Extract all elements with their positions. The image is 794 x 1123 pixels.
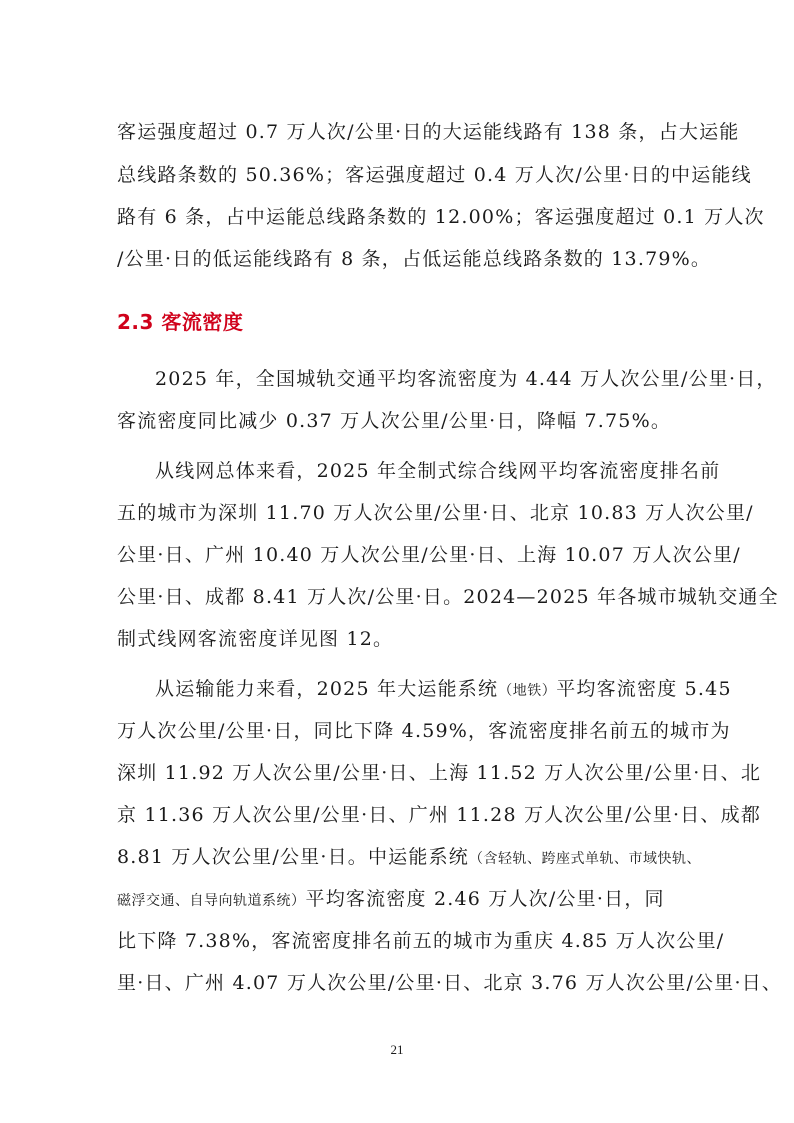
text-run-small: 磁浮交通、自导向轨道系统） (117, 893, 306, 909)
text-run: 从运输能力来看，2025 年大运能系统 (155, 678, 499, 700)
paragraph-line: 比下降 7.38%，客流密度排名前五的城市为重庆 4.85 万人次公里/ (117, 930, 725, 952)
text-run: 8.81 万人次公里/公里·日。中运能系统 (117, 846, 469, 868)
paragraph-line: 公里·日、广州 10.40 万人次公里/公里·日、上海 10.07 万人次公里/ (117, 544, 741, 566)
paragraph-line: 里·日、广州 4.07 万人次公里/公里·日、北京 3.76 万人次公里/公里·日、 (117, 972, 783, 994)
paragraph-line: 制式线网客流密度详见图 12。 (117, 628, 394, 650)
paragraph-line: 2025 年，全国城轨交通平均客流密度为 4.44 万人次公里/公里·日， (155, 368, 777, 390)
section-heading (117, 306, 243, 335)
paragraph-line: 万人次公里/公里·日，同比下降 4.59%，客流密度排名前五的城市为 (117, 720, 731, 742)
paragraph-line: 京 11.36 万人次公里/公里·日、广州 11.28 万人次公里/公里·日、成都 (117, 804, 762, 826)
paragraph-line: /公里·日的低运能线路有 8 条，占低运能总线路条数的 13.79%。 (117, 248, 712, 270)
paragraph-line: 客流密度同比减少 0.37 万人次公里/公里·日，降幅 7.75%。 (117, 410, 672, 432)
text-run-small: （含轻轨、跨座式单轨、市域快轨、 (469, 851, 701, 867)
paragraph-line: 总线路条数的 50.36%；客运强度超过 0.4 万人次/公里·日的中运能线 (117, 164, 752, 186)
paragraph-line (117, 845, 717, 871)
text-run: 平均客流密度 5.45 (556, 678, 732, 700)
section-number: 2.3 (117, 310, 154, 334)
paragraph-line: 从线网总体来看，2025 年全制式综合线网平均客流密度排名前 (155, 460, 721, 482)
paragraph-line: 五的城市为深圳 11.70 万人次公里/公里·日、北京 10.83 万人次公里/ (117, 502, 754, 524)
section-title: 客流密度 (161, 310, 244, 334)
paragraph-line: 路有 6 条，占中运能总线路条数的 12.00%；客运强度超过 0.1 万人次 (117, 206, 765, 228)
paragraph-line: 深圳 11.92 万人次公里/公里·日、上海 11.52 万人次公里/公里·日、北 (117, 762, 762, 784)
text-run: 平均客流密度 2.46 万人次/公里·日，同 (305, 888, 665, 910)
paragraph-line (117, 887, 717, 913)
text-run-small: （地铁） (498, 683, 557, 699)
paragraph-line (155, 677, 755, 703)
page-number: 21 (390, 1042, 404, 1057)
paragraph-line: 公里·日、成都 8.41 万人次/公里·日。2024—2025 年各城市城轨交通全 (117, 586, 779, 608)
paragraph-line: 客运强度超过 0.7 万人次/公里·日的大运能线路有 138 条，占大运能 (117, 121, 740, 143)
